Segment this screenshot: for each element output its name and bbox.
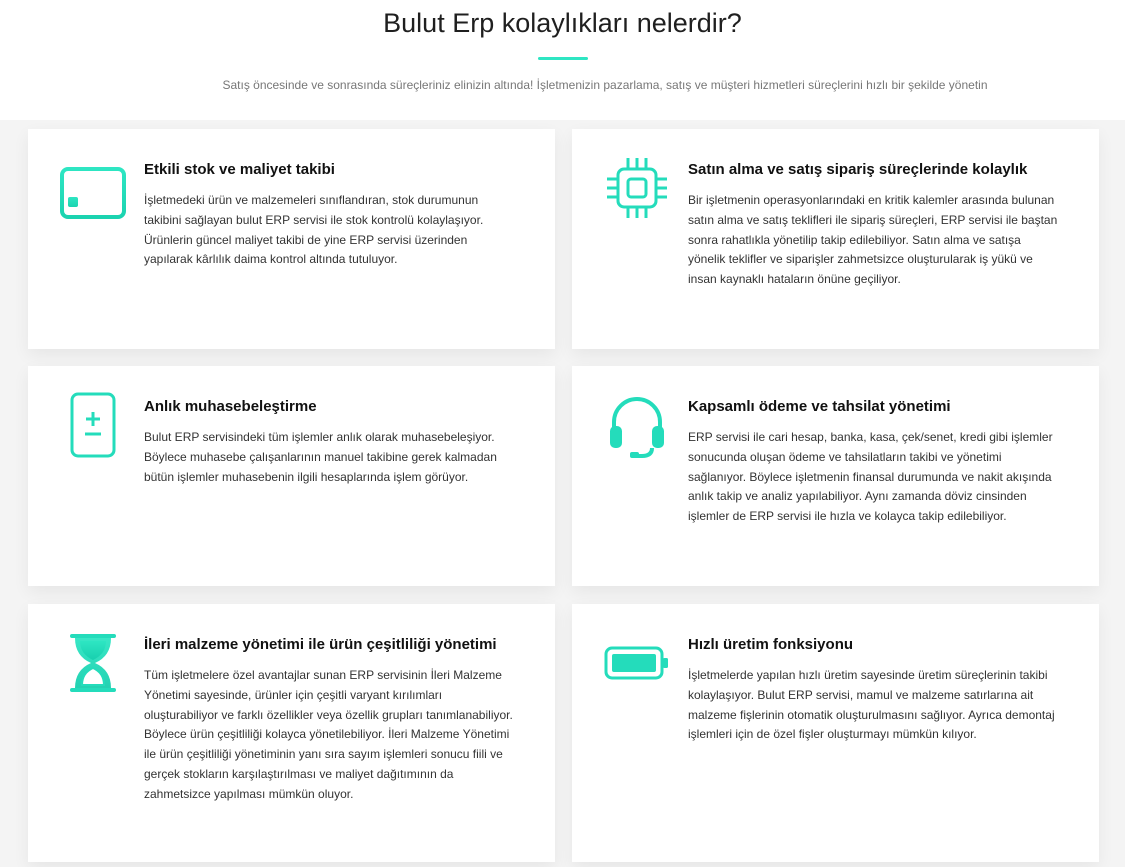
card-text: İşletmelerde yapılan hızlı üretim sayesinde üretim süreçlerinin takibi kolaylaşıyor. Bulut ERP servisi, mamul ve malzeme satırlarına ait malzeme fişlerinin otomatik oluşturulmasını sağlıyor. Ayrıca demontaj işlemleri için de özel fişler oluşturmayı mümkün kılıyor. xyxy=(688,668,1055,742)
page-title: Bulut Erp kolaylıkları nelerdir? xyxy=(383,8,742,38)
card-text: Bir işletmenin operasyonlarındaki en kritik kalemler arasında bulunan satın alma ve satış teklifleri ile sipariş süreçleri, ERP servisi ile baştan sonra rahatlıkla yönetilip takip edilebiliyor. Satın alma ve satışa yönelik teklifler ve siparişler zahmetsizce oluşturularak iş yükü ve insan kaynaklı hataların önüne geçiliyor. xyxy=(688,193,1058,287)
feature-card-purchase xyxy=(572,129,1099,349)
card-title: Kapsamlı ödeme ve tahsilat yönetimi xyxy=(688,398,951,415)
card-title: Etkili stok ve maliyet takibi xyxy=(144,161,335,178)
page-subtitle: Satış öncesinde ve sonrasında süreçleriniz elinizin altında! İşletmenizin pazarlama, satış ve müşteri hizmetleri süreçlerini hızlı bir şekilde yönetin xyxy=(222,78,988,92)
feature-card-accounting xyxy=(28,366,555,586)
battery-icon xyxy=(602,628,672,698)
calculator-icon xyxy=(58,390,128,460)
feature-card-production xyxy=(572,604,1099,862)
card-text: ERP servisi ile cari hesap, banka, kasa, çek/senet, kredi gibi işlemler sonucunda oluşan ödeme ve tahsilatların takibi ve yönetimi sağlanıyor. Böylece işletmenin finansal durumunda ve nakit akışında anlık takip ve analiz yapılabiliyor. Aynı zamanda döviz cinsinden işlemler de ERP servisi ile hızla ve kolayca takip edilebiliyor. xyxy=(688,430,1053,524)
cpu-chip-icon xyxy=(602,153,672,223)
card-title: Anlık muhasebeleştirme xyxy=(144,398,317,415)
card-title: İleri malzeme yönetimi ile ürün çeşitliliği yönetimi xyxy=(144,636,497,653)
hourglass-icon xyxy=(58,628,128,698)
feature-card-material xyxy=(28,604,555,862)
card-title: Satın alma ve satış sipariş süreçlerinde kolaylık xyxy=(688,161,1028,178)
headset-icon xyxy=(602,390,672,460)
card-text: İşletmedeki ürün ve malzemeleri sınıflandıran, stok durumunun takibini sağlayan bulut ERP servisi ile stok kontrolü kolaylaşıyor. Ürünlerin güncel maliyet takibi de yine ERP servisi üzerinden yapılarak kârlılık daima kontrol altında tutuluyor. xyxy=(144,193,484,267)
feature-card-stock xyxy=(28,129,555,349)
title-underline xyxy=(538,57,588,60)
card-text: Bulut ERP servisindeki tüm işlemler anlık olarak muhasebeleşiyor. Böylece muhasebe çalışanlarının manuel takibine gerek kalmadan bütün işlemler muhasebenin ilgili hesaplarında işlem görüyor. xyxy=(144,430,497,484)
card-title: Hızlı üretim fonksiyonu xyxy=(688,636,854,653)
feature-card-payment xyxy=(572,366,1099,586)
credit-card-icon xyxy=(58,153,128,223)
card-text: Tüm işletmelere özel avantajlar sunan ERP servisinin İleri Malzeme Yönetimi sayesinde, ürünler için çeşitli varyant kırılımları oluşturabiliyor ve farklı özellikler veya özellik grupları tanımlanabiliyor. Böylece ürün çeşitliliği kolayca yönetilebiliyor. İleri Malzeme Yönetimi ile ürün çeşitliliği yönetiminin yanı sıra sayım işlemleri sonucu fiili ve gerçek stokların karşılaştırılması ve maliyet dağıtımının da zahmetsizce yapılması mümkün oluyor. xyxy=(144,668,513,801)
